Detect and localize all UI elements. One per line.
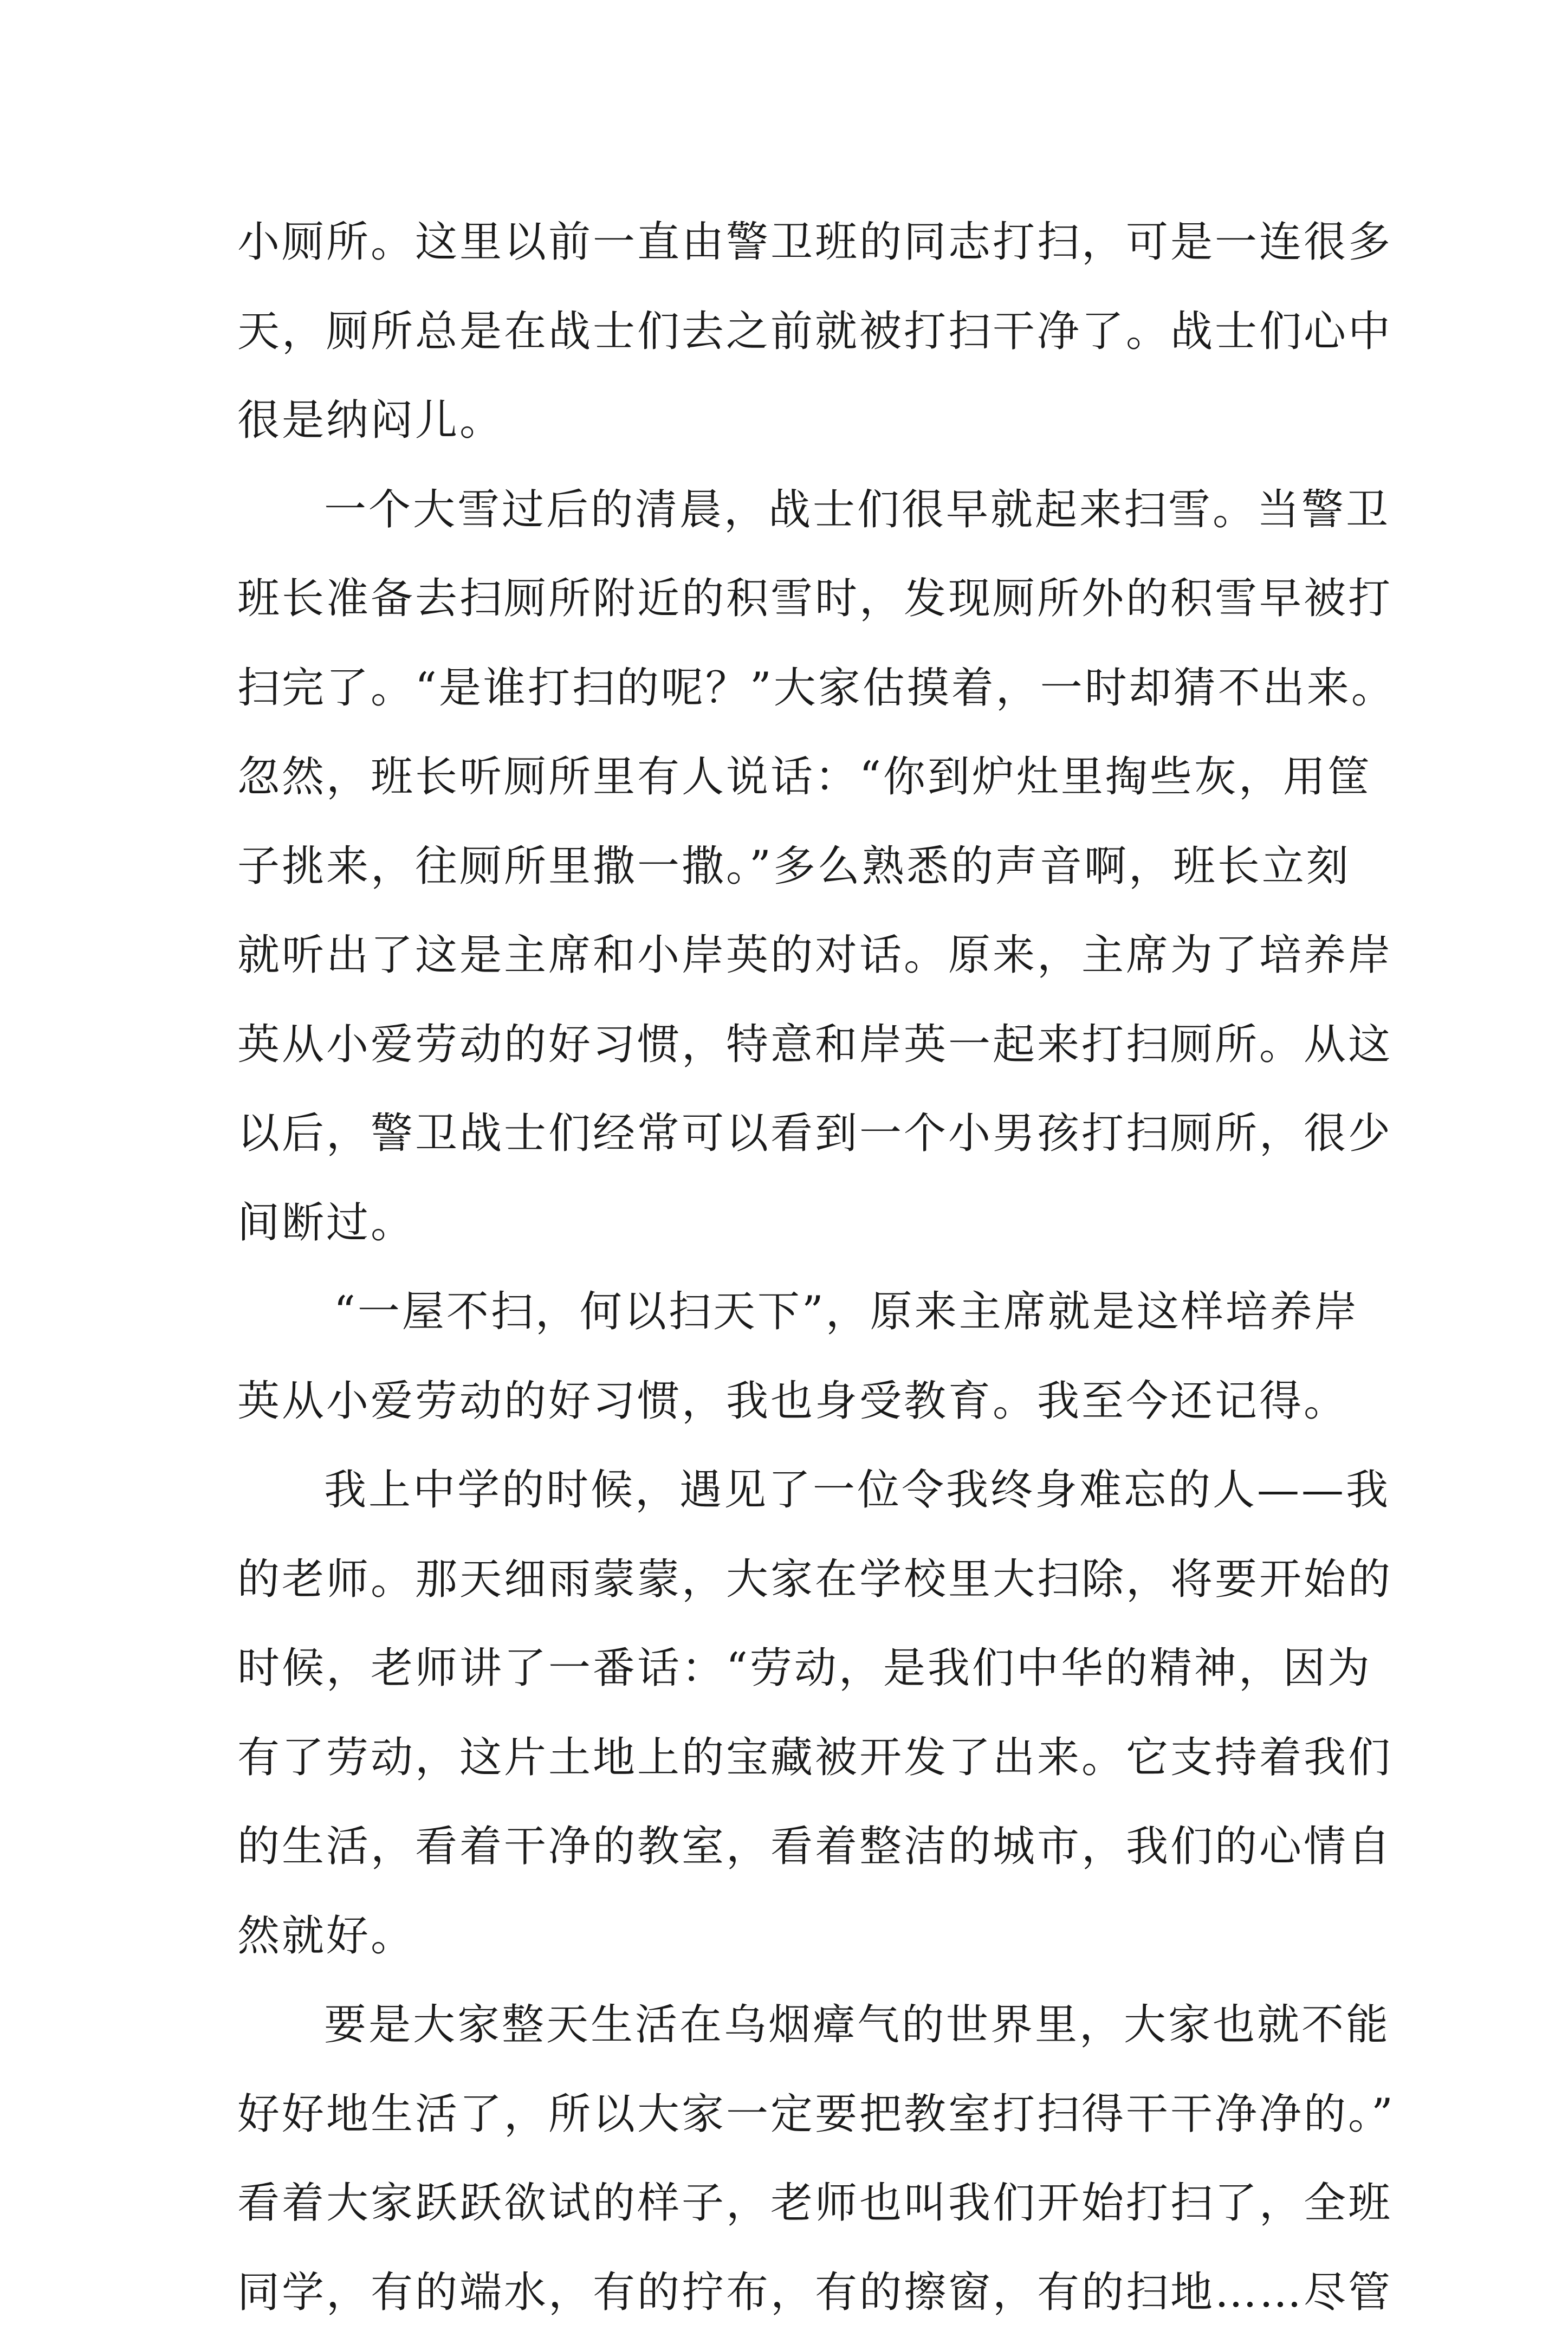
paragraph-first-line: 一个大雪过后的清晨，战士们很早就起来扫雪。当警卫 bbox=[237, 465, 1343, 555]
text-line: 就听出了这是主席和小岸英的对话。原来，主席为了培养岸 bbox=[237, 911, 1343, 1000]
text-line: 英从小爱劳动的好习惯，我也身受教育。我至今还记得。 bbox=[237, 1357, 1343, 1446]
text-line: 有了劳动，这片土地上的宝藏被开发了出来。它支持着我们 bbox=[237, 1713, 1343, 1803]
text-line: 同学，有的端水，有的拧布，有的擦窗，有的扫地……尽管 bbox=[237, 2248, 1343, 2337]
text-line: 扫完了。“是谁打扫的呢？”大家估摸着，一时却猜不出来。 bbox=[237, 644, 1343, 733]
paragraph-first-line: “一屋不扫，何以扫天下”，原来主席就是这样培养岸 bbox=[237, 1267, 1343, 1357]
text-line: 子挑来，往厕所里撒一撒。”多么熟悉的声音啊，班长立刻 bbox=[237, 822, 1343, 911]
text-line: 间断过。 bbox=[237, 1179, 1343, 1268]
paragraph-first-line: 要是大家整天生活在乌烟瘴气的世界里，大家也就不能 bbox=[237, 1980, 1343, 2070]
text-line: 的老师。那天细雨蒙蒙，大家在学校里大扫除，将要开始的 bbox=[237, 1535, 1343, 1624]
text-line: 以后，警卫战士们经常可以看到一个小男孩打扫厕所，很少 bbox=[237, 1089, 1343, 1179]
text-line: 的生活，看着干净的教室，看着整洁的城市，我们的心情自 bbox=[237, 1802, 1343, 1892]
text-line: 好好地生活了，所以大家一定要把教室打扫得干干净净的。” bbox=[237, 2070, 1343, 2159]
text-line: 英从小爱劳动的好习惯，特意和岸英一起来打扫厕所。从这 bbox=[237, 1000, 1343, 1090]
paragraph-first-line: 我上中学的时候，遇见了一位令我终身难忘的人——我 bbox=[237, 1446, 1343, 1535]
text-line: 很是纳闷儿。 bbox=[237, 376, 1343, 465]
text-line: 然就好。 bbox=[237, 1892, 1343, 1981]
text-line: 时候，老师讲了一番话：“劳动，是我们中华的精神，因为 bbox=[237, 1624, 1343, 1713]
text-line: 忽然，班长听厕所里有人说话：“你到炉灶里掏些灰，用筐 bbox=[237, 733, 1343, 822]
body-text bbox=[237, 198, 1343, 2337]
text-line: 小厕所。这里以前一直由警卫班的同志打扫，可是一连很多 bbox=[237, 198, 1343, 287]
text-line: 天，厕所总是在战士们去之前就被打扫干净了。战士们心中 bbox=[237, 287, 1343, 377]
text-line: 看着大家跃跃欲试的样子，老师也叫我们开始打扫了，全班 bbox=[237, 2159, 1343, 2248]
text-line: 班长准备去扫厕所附近的积雪时，发现厕所外的积雪早被打 bbox=[237, 554, 1343, 644]
